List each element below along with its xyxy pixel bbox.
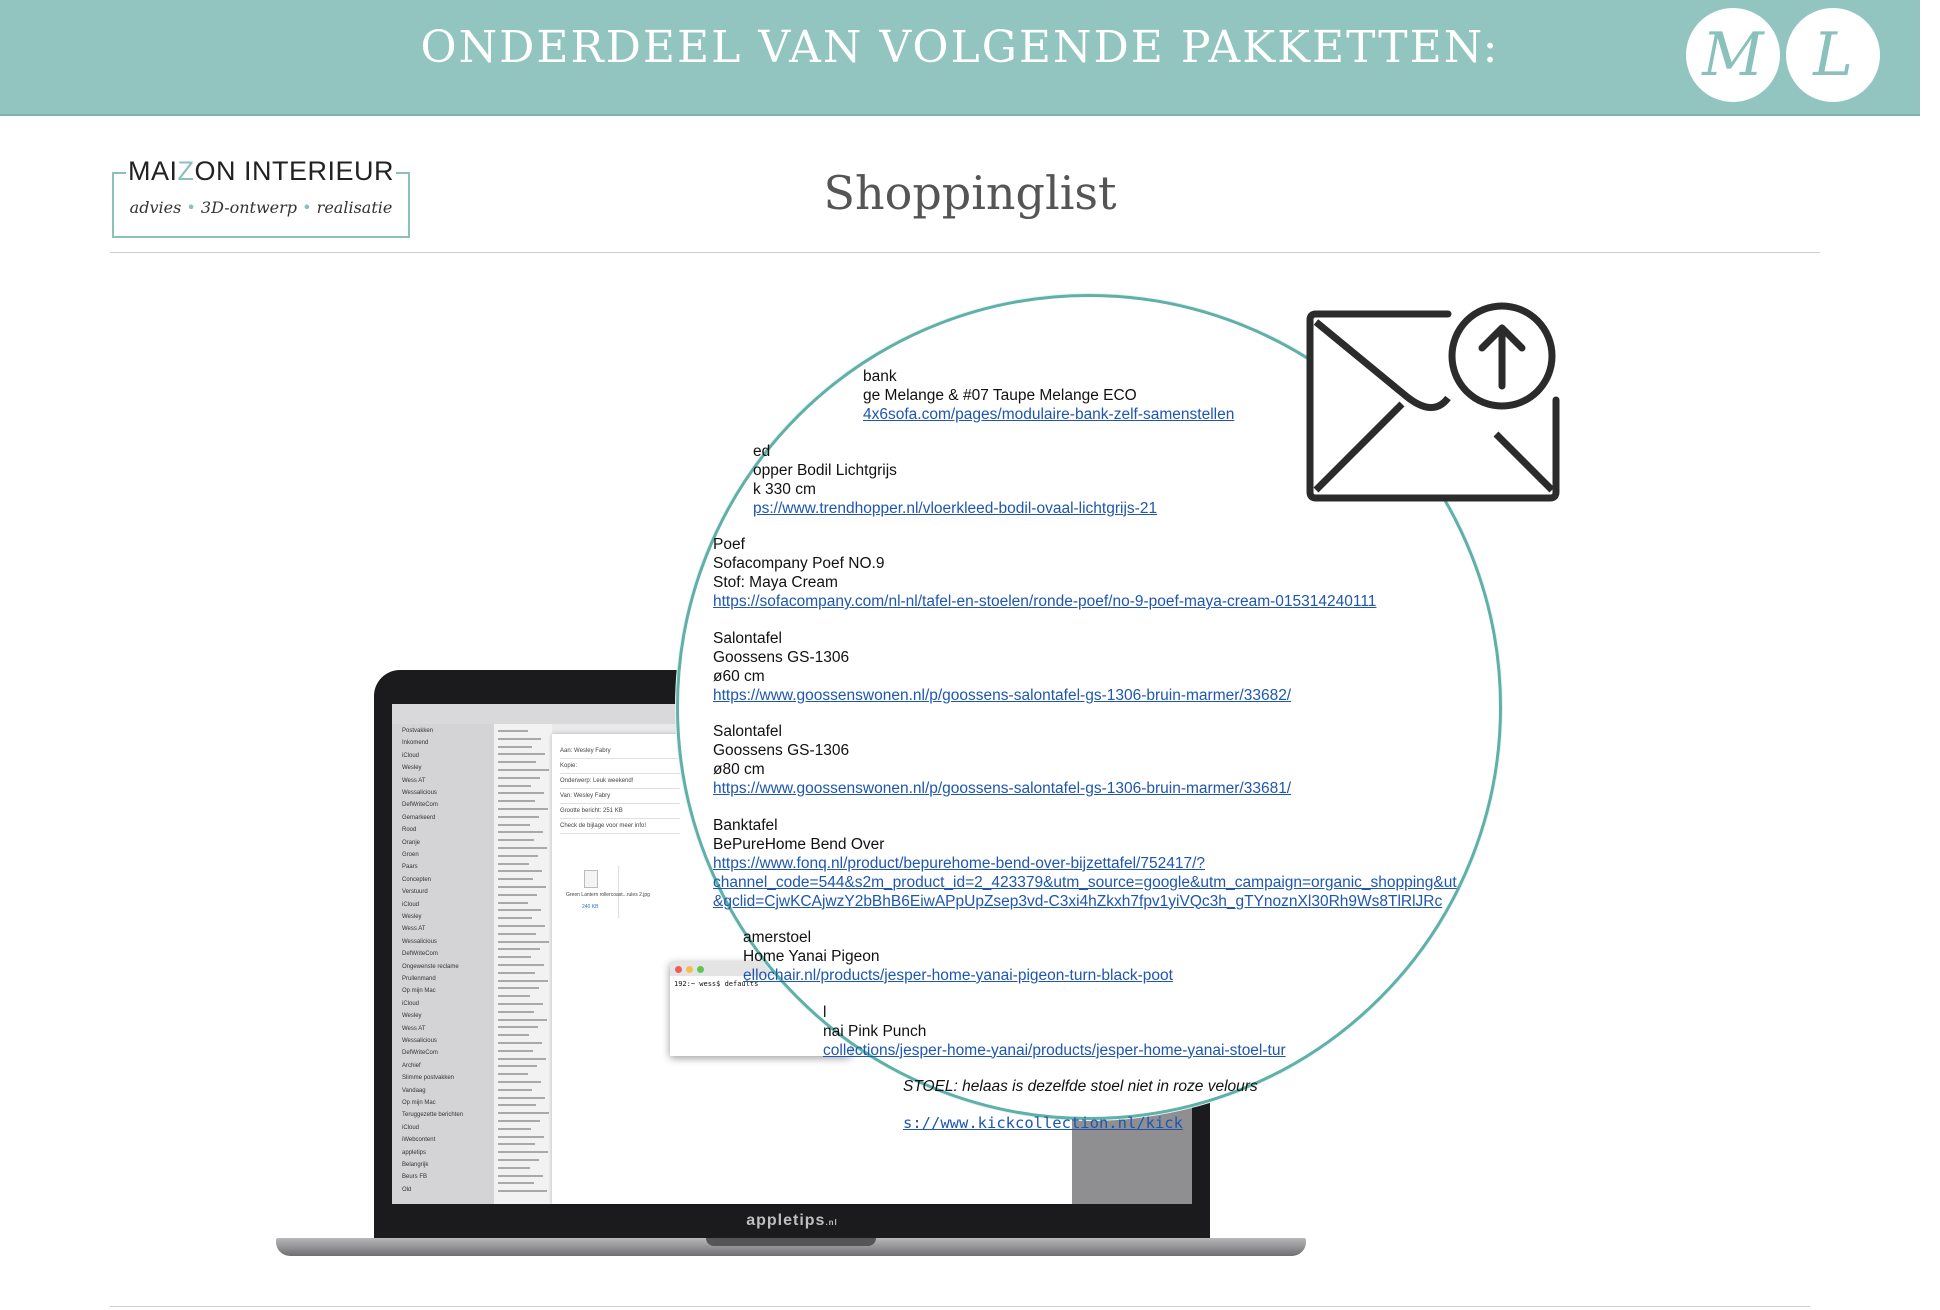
mailbox-item[interactable]: Op mijn Mac	[402, 1100, 436, 1106]
mailbox-item[interactable]: Archief	[402, 1062, 421, 1069]
message-preview-line	[498, 902, 528, 904]
mailbox-item[interactable]: Oranje	[402, 839, 421, 846]
message-preview-line	[498, 925, 545, 927]
laptop-notch	[706, 1238, 876, 1246]
message-preview-line	[498, 863, 529, 865]
entry-link[interactable]: channel_code=544&s2m_product_id=2_423379&utm_source=google&utm_campaign=organic_shopping&ut	[713, 873, 1457, 891]
message-preview-line	[498, 730, 528, 732]
mailbox-item[interactable]: iCloud	[402, 1124, 420, 1131]
mailbox-item[interactable]: iCloud	[402, 901, 420, 908]
logo-name-post: ON INTERIEUR	[194, 156, 395, 186]
message-preview-line	[498, 839, 534, 841]
brand-name: appletips	[746, 1212, 826, 1229]
message-preview-line	[498, 972, 535, 974]
mailbox-item[interactable]: Paars	[402, 864, 418, 871]
message-preview-line	[498, 1104, 536, 1106]
message-preview-line	[498, 753, 545, 755]
logo-separator: •	[302, 198, 312, 217]
entry-link[interactable]: ps://www.trendhopper.nl/vloerkleed-bodil-ovaal-lichtgrijs-21	[753, 499, 1158, 517]
message-preview-line	[498, 816, 539, 818]
entry-text: Stof: Maya Cream	[713, 574, 838, 591]
compose-field[interactable]: Check de bijlage voor meer info!	[560, 823, 647, 829]
entry-link[interactable]: https://www.goossenswonen.nl/p/goossens-salontafel-gs-1306-bruin-marmer/33681/	[713, 780, 1292, 797]
message-preview-line	[498, 785, 531, 787]
mailbox-item[interactable]: Wessalicious	[402, 1038, 437, 1044]
logo-name-z: Z	[177, 156, 195, 186]
mailbox-item[interactable]: Op mijn Mac	[402, 988, 436, 995]
entry-text: Home Yanai Pigeon	[743, 948, 880, 965]
header-banner	[0, 0, 1920, 116]
shopping-entry	[713, 1077, 1473, 1096]
message-preview-line	[498, 1058, 546, 1060]
page-title: Shoppinglist	[823, 166, 1117, 220]
shopping-entry	[713, 629, 1473, 705]
message-preview-line	[498, 941, 549, 943]
compose-divider	[560, 833, 680, 834]
shopping-entry	[713, 928, 1473, 985]
message-preview-line	[498, 878, 533, 880]
message-preview-line	[498, 995, 530, 997]
message-preview-line	[498, 1042, 542, 1044]
mailbox-item[interactable]: Wessalicious	[402, 938, 437, 945]
laptop-brand	[374, 1212, 1210, 1230]
message-preview-line	[498, 886, 546, 888]
entry-text: BePureHome Bend Over	[713, 835, 885, 853]
shopping-entry	[713, 816, 1473, 911]
message-preview-line	[498, 1167, 530, 1169]
message-preview-line	[498, 1003, 543, 1005]
compose-divider	[560, 818, 680, 819]
mail-message-list	[494, 724, 552, 1204]
message-preview-line	[498, 956, 531, 958]
entry-link[interactable]: &gclid=CjwKCAjwzY2bBhB6EiwAPpUpZsep3vd-C3xi4hZkxh7fpv1yiVQc3h_gTYnoznXl30Rh9Ws8TlRlJRc	[713, 892, 1443, 910]
logo-name-pre: MAI	[127, 156, 178, 186]
message-preview-line	[498, 1050, 533, 1052]
message-preview-line	[498, 777, 540, 779]
message-preview-line	[498, 870, 542, 872]
entry-link[interactable]: collections/jesper-home-yanai/products/jesper-home-yanai-stoel-tur	[823, 1041, 1286, 1059]
entry-link[interactable]: ellochair.nl/products/jesper-home-yanai-pigeon-turn-black-poot	[743, 967, 1173, 984]
message-preview-line	[498, 808, 548, 810]
entry-text: Poef	[713, 536, 745, 553]
mailbox-item[interactable]: Groen	[402, 852, 419, 858]
entry-text: l	[823, 1003, 827, 1021]
message-preview-line	[498, 1190, 547, 1192]
message-preview-line	[498, 1128, 531, 1130]
compose-field[interactable]: Kopie:	[560, 763, 578, 769]
message-preview-line	[498, 847, 547, 849]
shopping-entry	[713, 535, 1473, 611]
mailbox-item[interactable]: DefWriteCom	[402, 802, 438, 809]
message-preview-line	[498, 933, 536, 935]
entry-text: Salontafel	[713, 629, 782, 647]
mailbox-item[interactable]: Old	[402, 1186, 412, 1193]
message-preview-line	[498, 1175, 543, 1177]
message-preview-line	[498, 1136, 544, 1138]
monogram-m-logo: M	[1686, 8, 1780, 102]
message-preview-line	[498, 1019, 547, 1021]
compose-field[interactable]: Onderwerp: Leuk weekend!	[560, 778, 634, 784]
message-preview-line	[498, 792, 544, 794]
divider-top	[110, 252, 1820, 253]
entry-link[interactable]: 4x6sofa.com/pages/modulaire-bank-zelf-samenstellen	[863, 406, 1235, 423]
message-preview-line	[498, 909, 541, 911]
mailbox-item[interactable]: Ongewenste reclame	[402, 963, 459, 970]
message-preview-line	[498, 1073, 528, 1075]
mailbox-item[interactable]: iCloud	[402, 752, 420, 759]
compose-divider	[560, 773, 680, 774]
message-preview-line	[498, 1097, 545, 1099]
mailbox-item[interactable]: appletips	[402, 1149, 427, 1156]
entry-text: ed	[753, 442, 771, 460]
message-preview-line	[498, 769, 549, 771]
message-preview-line	[498, 1120, 540, 1122]
message-preview-line	[498, 1089, 532, 1091]
entry-text: Banktafel	[713, 816, 778, 834]
message-preview-line	[498, 1151, 548, 1153]
message-preview-line	[498, 1159, 539, 1161]
mailbox-item[interactable]: Belangrijk	[402, 1162, 429, 1168]
monogram-l-logo: L	[1786, 8, 1880, 102]
mailbox-item[interactable]: Vandaag	[402, 1087, 426, 1094]
entry-link[interactable]: https://www.fonq.nl/product/bepurehome-bend-over-bijzettafel/752417/?	[713, 854, 1205, 872]
message-preview-line	[498, 1112, 549, 1114]
entry-text: k 330 cm	[753, 480, 816, 498]
logo-tag-realisatie: realisatie	[316, 198, 393, 217]
mailbox-item[interactable]: Slimme postvakken	[402, 1075, 455, 1082]
mailbox-item[interactable]: Wessalicious	[402, 790, 437, 796]
mailbox-item[interactable]: Beurs FB	[402, 1174, 428, 1181]
entry-link[interactable]: https://sofacompany.com/nl-nl/tafel-en-stoelen/ronde-poef/no-9-poef-maya-cream-015314240111	[713, 593, 1377, 610]
attachment-size: 240 KB	[582, 904, 599, 910]
mailbox-item[interactable]: Gemarkeerd	[402, 814, 436, 821]
message-preview-line	[498, 831, 543, 833]
entry-link[interactable]: https://www.goossenswonen.nl/p/goossens-salontafel-gs-1306-bruin-marmer/33682/	[713, 686, 1292, 704]
mailbox-item[interactable]: Inkomend	[402, 740, 429, 747]
mailbox-item[interactable]: Wess AT	[402, 926, 426, 933]
entry-text: opper Bodil Lichtgrijs	[753, 461, 897, 479]
logo-tag-ontwerp: 3D-ontwerp	[200, 198, 298, 217]
message-preview-line	[498, 761, 536, 763]
entry-note: STOEL: helaas is dezelfde stoel niet in roze velours	[903, 1078, 1258, 1095]
message-preview-line	[498, 964, 544, 966]
mailbox-item[interactable]: DefWriteCom	[402, 1050, 438, 1057]
message-preview-line	[498, 980, 548, 982]
mailbox-item[interactable]: Prullenmand	[402, 976, 436, 982]
mail-upload-icon	[1306, 300, 1562, 512]
mailbox-item[interactable]: iCloud	[402, 1000, 420, 1007]
entry-text: amerstoel	[743, 929, 812, 946]
message-preview-line	[498, 738, 541, 740]
attachment-name: Green Lantern rollercoast...rules 2.jpg	[566, 892, 650, 898]
message-preview-line	[498, 1081, 541, 1083]
entry-text: bank	[863, 368, 897, 385]
mailbox-item[interactable]: DefWriteCom	[402, 951, 438, 958]
shopping-entry	[713, 1114, 1473, 1133]
minimize-icon[interactable]	[686, 966, 693, 973]
entry-text: Goossens GS-1306	[713, 648, 850, 666]
entry-text: Goossens GS-1306	[713, 742, 850, 759]
compose-field[interactable]: Van: Wesley Fabry	[560, 793, 611, 799]
shopping-entry	[713, 722, 1473, 798]
mailbox-item[interactable]: Postvakken	[402, 728, 434, 734]
maximize-icon[interactable]	[697, 966, 704, 973]
entry-text: ø60 cm	[713, 667, 765, 685]
message-preview-line	[498, 987, 539, 989]
header-title: ONDERDEEL VAN VOLGENDE PAKKETTEN:	[420, 22, 1500, 73]
message-preview-line	[498, 746, 532, 748]
compose-divider	[560, 803, 680, 804]
entry-text: ø80 cm	[713, 761, 765, 778]
compose-divider	[560, 758, 680, 759]
message-preview-line	[498, 824, 530, 826]
entry-link[interactable]: s://www.kickcollection.nl/kick	[903, 1113, 1183, 1132]
divider-bottom	[110, 1306, 1810, 1307]
message-preview-line	[498, 894, 537, 896]
terminal-text: 192:~ wess$ defaults	[674, 980, 759, 988]
message-preview-line	[498, 1143, 535, 1145]
mailbox-item[interactable]: Wesley	[402, 1013, 422, 1020]
mailbox-item[interactable]: Rood	[402, 827, 417, 834]
entry-text: ge Melange & #07 Taupe Melange ECO	[863, 387, 1137, 404]
message-preview-line	[498, 855, 538, 857]
mailbox-item[interactable]: Teruggezette berichten	[402, 1112, 464, 1119]
logo-tag-advies: advies	[129, 198, 182, 217]
entry-text: nai Pink Punch	[823, 1022, 927, 1040]
message-preview-line	[498, 1182, 534, 1184]
message-preview-line	[498, 1011, 534, 1013]
message-preview-line	[498, 948, 540, 950]
message-preview-line	[498, 1026, 538, 1028]
mailbox-item[interactable]: Wesley	[402, 914, 422, 920]
mailbox-item[interactable]: Wess AT	[402, 777, 426, 784]
logo-separator: •	[186, 198, 196, 217]
message-preview-line	[498, 917, 532, 919]
close-icon[interactable]	[675, 966, 682, 973]
message-preview-line	[498, 1065, 537, 1067]
mailbox-item[interactable]: Wesley	[402, 765, 422, 772]
entry-text: Salontafel	[713, 723, 782, 740]
compose-field[interactable]: Grootte bericht: 251 KB	[560, 808, 623, 814]
image-file-icon	[584, 870, 598, 888]
compose-divider	[560, 788, 680, 789]
mailbox-item[interactable]: iWebcontent	[402, 1137, 436, 1144]
attachment	[566, 866, 650, 918]
mailbox-item[interactable]: Verstuurd	[402, 889, 428, 896]
mailbox-item[interactable]: Wess AT	[402, 1025, 426, 1032]
entry-text: Sofacompany Poef NO.9	[713, 555, 885, 572]
mail-sidebar	[392, 724, 494, 1204]
message-preview-line	[498, 1034, 529, 1036]
mailbox-item[interactable]: Concepten	[402, 876, 432, 883]
shopping-entry	[713, 1003, 1473, 1060]
message-preview-line	[498, 800, 535, 802]
compose-field[interactable]: Aan: Wesley Fabry	[560, 748, 611, 754]
brand-suffix: .nl	[825, 1218, 838, 1227]
